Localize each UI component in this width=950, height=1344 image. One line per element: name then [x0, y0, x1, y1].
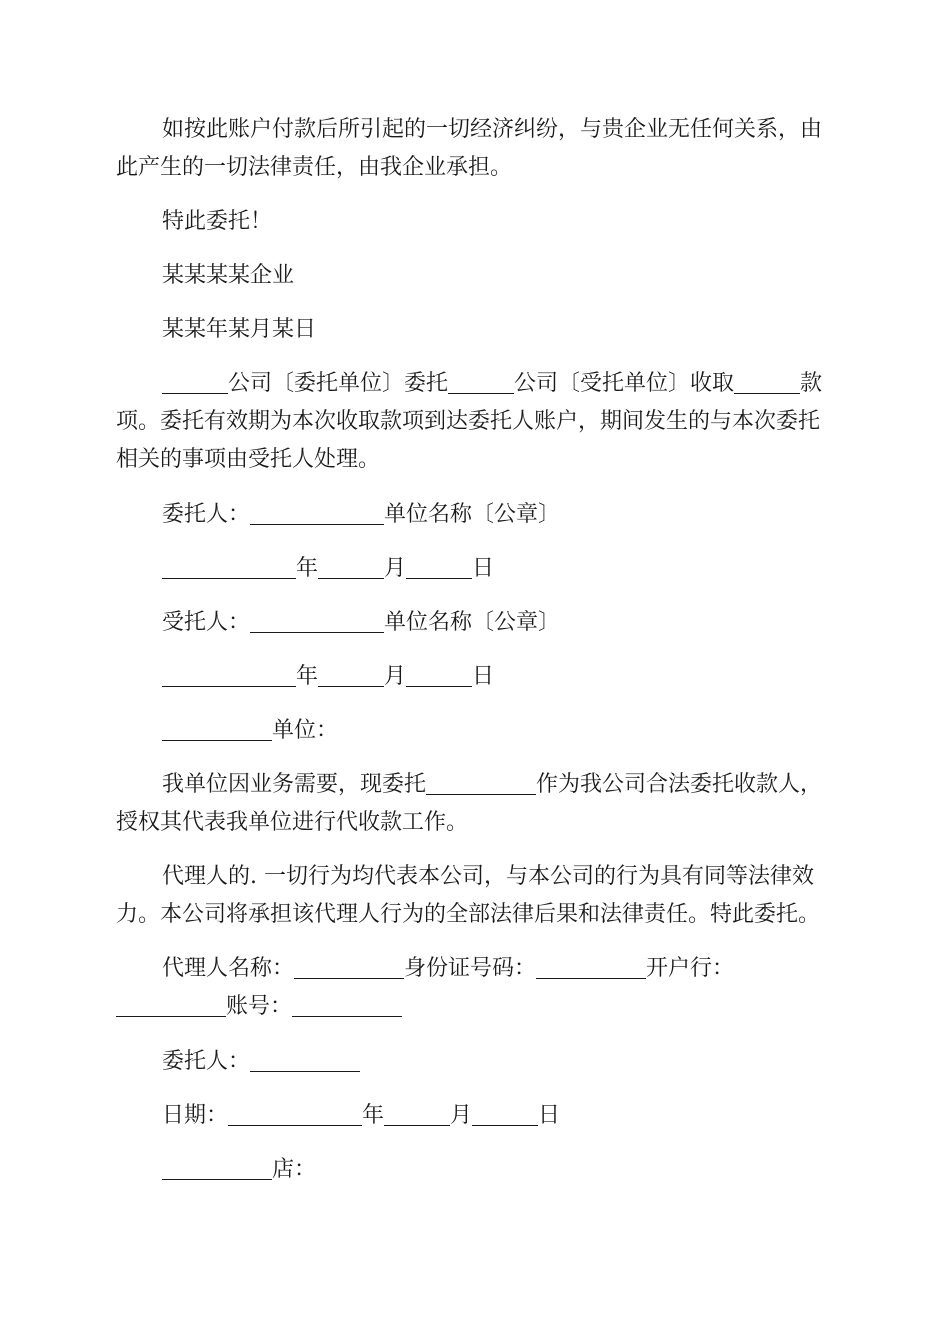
blank-field[interactable] — [250, 500, 384, 525]
agent-label: 受托人： — [162, 610, 251, 635]
blank-field[interactable] — [294, 954, 404, 979]
blank-field[interactable] — [472, 1101, 538, 1126]
paragraph-collection-entrust — [116, 365, 836, 479]
principal-label: 委托人： — [162, 1049, 251, 1074]
unit-label: 单位： — [272, 718, 339, 743]
text-line: 此产生的一切法律责任，由我企业承担。 — [116, 155, 513, 180]
text-line: 相关的事项由受托人处理。 — [116, 447, 381, 472]
bank-label: 开户行： — [646, 956, 735, 981]
day-label: 日 — [472, 664, 495, 689]
store-label: 店： — [272, 1157, 317, 1182]
paragraph-agent-seal — [116, 604, 836, 642]
blank-field[interactable] — [406, 554, 472, 579]
blank-field[interactable] — [426, 770, 536, 795]
paragraph-disclaimer — [116, 111, 836, 187]
date-label: 日期： — [162, 1103, 229, 1128]
blank-field[interactable] — [162, 662, 296, 687]
blank-field[interactable] — [162, 716, 272, 741]
month-label: 月 — [384, 556, 407, 581]
text-line: 力。本公司将承担该代理人行为的全部法律后果和法律责任。特此委托。 — [116, 902, 821, 927]
blank-field[interactable] — [228, 1101, 362, 1126]
text-line: 代理人的. 一切行为均代表本公司，与本公司的行为具有同等法律效 — [162, 864, 814, 889]
paragraph-entrust-closing: 特此委托！ — [162, 209, 273, 234]
blank-field[interactable] — [162, 554, 296, 579]
year-label: 年 — [296, 556, 319, 581]
paragraph-authorization — [116, 766, 836, 842]
blank-field[interactable] — [318, 662, 384, 687]
blank-field[interactable] — [734, 369, 800, 394]
seal-label: 单位名称〔公章〕 — [384, 610, 561, 635]
blank-field[interactable] — [318, 554, 384, 579]
text-segment: 款 — [800, 371, 823, 396]
year-label: 年 — [296, 664, 319, 689]
blank-field[interactable] — [162, 1155, 272, 1180]
agent-name-label: 代理人名称： — [162, 956, 295, 981]
seal-label: 单位名称〔公章〕 — [384, 502, 561, 527]
id-number-label: 身份证号码： — [404, 956, 537, 981]
day-label: 日 — [538, 1103, 561, 1128]
blank-field[interactable] — [406, 662, 472, 687]
text-segment: 公司〔委托单位〕委托 — [228, 371, 449, 396]
paragraph-agent-details — [116, 950, 836, 1026]
text-segment: 作为我公司合法委托收款人， — [536, 772, 823, 797]
blank-field[interactable] — [448, 369, 514, 394]
paragraph-principal-seal — [116, 496, 836, 534]
text-line: 项。委托有效期为本次收取款项到达委托人账户，期间发生的与本次委托 — [116, 409, 821, 434]
paragraph-date: 某某年某月某日 — [162, 317, 317, 342]
year-label: 年 — [362, 1103, 385, 1128]
paragraph-agent-date — [116, 658, 836, 696]
paragraph-store — [116, 1151, 836, 1189]
paragraph-signing-date — [116, 1097, 836, 1135]
text-line: 如按此账户付款后所引起的一切经济纠纷，与贵企业无任何关系，由 — [162, 117, 823, 142]
month-label: 月 — [384, 664, 407, 689]
blank-field[interactable] — [536, 954, 646, 979]
text-line: 授权其代表我单位进行代收款工作。 — [116, 810, 469, 835]
principal-label: 委托人： — [162, 502, 251, 527]
text-segment: 我单位因业务需要，现委托 — [162, 772, 427, 797]
paragraph-company-name: 某某某某企业 — [162, 263, 295, 288]
blank-field[interactable] — [292, 992, 402, 1017]
blank-field[interactable] — [162, 369, 228, 394]
paragraph-unit-address — [116, 712, 836, 750]
paragraph-principal-sign — [116, 1043, 836, 1081]
blank-field[interactable] — [384, 1101, 450, 1126]
day-label: 日 — [472, 556, 495, 581]
blank-field[interactable] — [250, 608, 384, 633]
text-segment: 公司〔受托单位〕收取 — [514, 371, 735, 396]
blank-field[interactable] — [250, 1047, 360, 1072]
paragraph-principal-date — [116, 550, 836, 588]
month-label: 月 — [450, 1103, 473, 1128]
account-label: 账号： — [226, 994, 293, 1019]
blank-field[interactable] — [116, 992, 226, 1017]
paragraph-legal-effect — [116, 858, 836, 934]
